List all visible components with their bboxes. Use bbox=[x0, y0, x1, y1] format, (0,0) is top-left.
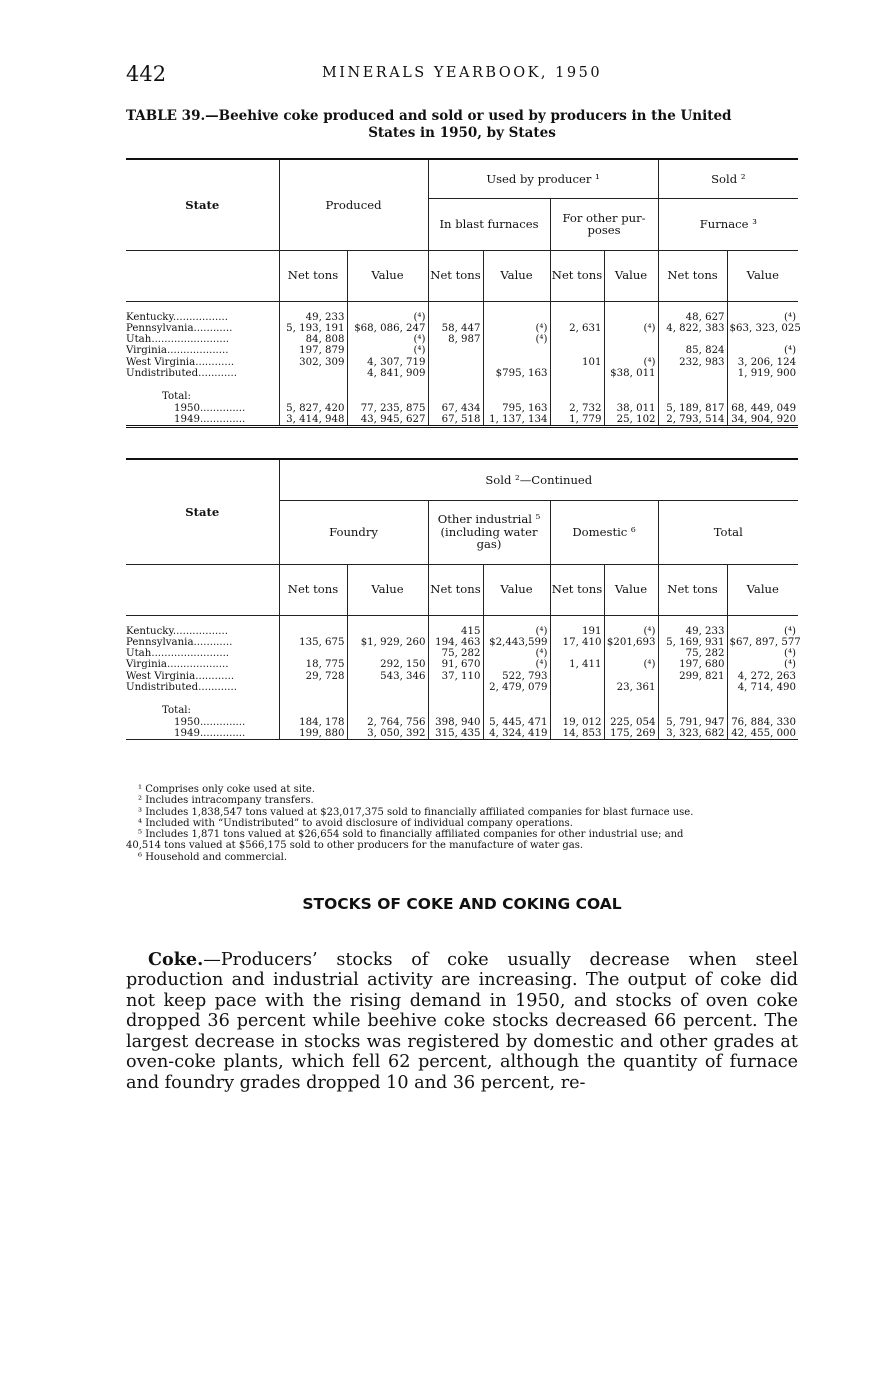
spacer-cell bbox=[604, 301, 658, 312]
state-name-cell bbox=[126, 648, 279, 659]
table-cell: 225, 054 bbox=[604, 717, 658, 728]
dot-leader: .............. bbox=[199, 402, 246, 414]
table-cell: 4, 841, 909 bbox=[347, 368, 428, 379]
table-cell: 5, 189, 817 bbox=[658, 403, 727, 414]
spacer-cell bbox=[428, 615, 483, 626]
table-cell: (⁴) bbox=[604, 357, 658, 368]
state-name: Undistributed bbox=[126, 681, 199, 693]
table-cell bbox=[604, 334, 658, 345]
dot-leader: .............. bbox=[199, 716, 246, 728]
table-cell: $68, 086, 247 bbox=[347, 323, 428, 334]
table-cell: 1, 779 bbox=[550, 414, 604, 427]
table-cell: 2, 479, 079 bbox=[483, 682, 550, 693]
table-cell bbox=[604, 693, 658, 716]
table-cell bbox=[550, 682, 604, 693]
column-header-total: Total bbox=[658, 500, 798, 564]
column-header-furnace: Furnace ³ bbox=[658, 198, 798, 250]
section-heading: STOCKS OF COKE AND COKING COAL bbox=[302, 895, 622, 913]
column-header-state: State bbox=[126, 459, 279, 564]
table-cell: 85, 824 bbox=[658, 345, 727, 356]
table-cell: 543, 346 bbox=[347, 671, 428, 682]
table-cell bbox=[279, 368, 347, 379]
column-header-value: Value bbox=[727, 250, 798, 301]
table-cell bbox=[347, 648, 428, 659]
column-header-value: Value bbox=[347, 250, 428, 301]
table-cell: 194, 463 bbox=[428, 637, 483, 648]
table-cell bbox=[483, 379, 550, 402]
table-cell: 18, 775 bbox=[279, 659, 347, 670]
table-cell: 5, 791, 947 bbox=[658, 717, 727, 728]
page-number: 442 bbox=[126, 62, 167, 86]
spacer-cell bbox=[347, 301, 428, 312]
table-cell bbox=[428, 345, 483, 356]
column-header-net-tons: Net tons bbox=[658, 564, 727, 615]
table-cell bbox=[658, 379, 727, 402]
column-header-value: Value bbox=[483, 250, 550, 301]
dot-leader: ............ bbox=[198, 367, 237, 379]
table-cell: 42, 455, 000 bbox=[727, 728, 798, 740]
table-cell: $38, 011 bbox=[604, 368, 658, 379]
footnote-5-continued: 40,514 tons valued at $566,175 sold to other producers for the manufacture of water gas. bbox=[126, 840, 584, 852]
table-part-2-body bbox=[126, 615, 801, 740]
column-header-sold-continued: Sold ²—Continued bbox=[279, 459, 798, 500]
table-cell: (⁴) bbox=[483, 626, 550, 637]
state-name-cell bbox=[126, 659, 279, 670]
table-cell: 25, 102 bbox=[604, 414, 658, 427]
state-name: Kentucky bbox=[126, 625, 173, 637]
spacer-cell bbox=[483, 615, 550, 626]
table-cell: 101 bbox=[550, 357, 604, 368]
table-title-line-1: TABLE 39.—Beehive coke produced and sold or used by producers in the United bbox=[126, 108, 732, 124]
total-label: Total: bbox=[162, 705, 191, 717]
table-cell: (⁴) bbox=[483, 648, 550, 659]
table-cell: 49, 233 bbox=[658, 626, 727, 637]
table-cell bbox=[604, 648, 658, 659]
dot-leader: ................... bbox=[166, 345, 229, 357]
spacer-cell bbox=[279, 301, 347, 312]
table-cell bbox=[550, 334, 604, 345]
table-part-2 bbox=[126, 458, 801, 740]
table-cell: (⁴) bbox=[483, 334, 550, 345]
column-header-net-tons: Net tons bbox=[658, 250, 727, 301]
table-cell: 5, 445, 471 bbox=[483, 717, 550, 728]
table-cell: (⁴) bbox=[727, 648, 798, 659]
table-cell: 199, 880 bbox=[279, 728, 347, 740]
table-cell: 232, 983 bbox=[658, 357, 727, 368]
dot-leader: .............. bbox=[199, 727, 246, 739]
table-cell bbox=[428, 357, 483, 368]
table-cell bbox=[279, 379, 347, 402]
total-label-row bbox=[126, 693, 798, 716]
table-cell: (⁴) bbox=[483, 659, 550, 670]
table-cell: 197, 879 bbox=[279, 345, 347, 356]
table-cell bbox=[727, 693, 798, 716]
table-cell bbox=[658, 334, 727, 345]
table-cell: 4, 324, 419 bbox=[483, 728, 550, 740]
total-label: Total: bbox=[162, 391, 191, 403]
table-cell bbox=[550, 345, 604, 356]
column-header-value: Value bbox=[483, 564, 550, 615]
column-header-net-tons: Net tons bbox=[279, 250, 347, 301]
table-cell: 84, 808 bbox=[279, 334, 347, 345]
table-cell: (⁴) bbox=[727, 312, 798, 323]
table-cell: $2,443,599 bbox=[483, 637, 550, 648]
column-header-domestic: Domestic ⁶ bbox=[550, 500, 658, 564]
spacer-cell bbox=[550, 615, 604, 626]
table-title bbox=[126, 108, 798, 142]
table-cell: 77, 235, 875 bbox=[347, 403, 428, 414]
table-cell: 38, 011 bbox=[604, 403, 658, 414]
table-cell: 14, 853 bbox=[550, 728, 604, 740]
table-cell bbox=[550, 379, 604, 402]
total-year-cell bbox=[126, 728, 279, 740]
table-row bbox=[126, 312, 798, 323]
spacer-cell bbox=[604, 615, 658, 626]
state-name-cell bbox=[126, 671, 279, 682]
state-name: Utah bbox=[126, 648, 152, 660]
table-cell: $795, 163 bbox=[483, 368, 550, 379]
state-name: West Virginia bbox=[126, 670, 196, 682]
table-cell: 17, 410 bbox=[550, 637, 604, 648]
column-header-value: Value bbox=[347, 564, 428, 615]
state-name-cell bbox=[126, 682, 279, 693]
table-cell bbox=[483, 357, 550, 368]
table-cell: 3, 323, 682 bbox=[658, 728, 727, 740]
table-cell: 135, 675 bbox=[279, 637, 347, 648]
table-cell: (⁴) bbox=[604, 626, 658, 637]
dot-leader: ................. bbox=[172, 625, 228, 637]
total-year: 1950 bbox=[174, 716, 200, 728]
table-cell bbox=[428, 693, 483, 716]
total-year: 1950 bbox=[174, 402, 200, 414]
dot-leader: ............ bbox=[195, 670, 235, 682]
table-cell: 43, 945, 627 bbox=[347, 414, 428, 427]
table-row bbox=[126, 648, 798, 659]
table-cell: 5, 193, 191 bbox=[279, 323, 347, 334]
table-cell: 67, 518 bbox=[428, 414, 483, 427]
state-name-cell bbox=[126, 626, 279, 637]
table-cell: 4, 822, 383 bbox=[658, 323, 727, 334]
footnote-6: ⁶ Household and commercial. bbox=[138, 851, 288, 863]
state-name: Virginia bbox=[126, 659, 167, 671]
table-cell: 522, 793 bbox=[483, 671, 550, 682]
table-cell bbox=[279, 682, 347, 693]
spacer-cell bbox=[347, 615, 428, 626]
column-header-foundry: Foundry bbox=[279, 500, 428, 564]
dot-leader: ............ bbox=[198, 681, 237, 693]
state-name: West Virginia bbox=[126, 356, 196, 368]
footnote-1: ¹ Comprises only coke used at site. bbox=[138, 784, 316, 795]
table-cell bbox=[428, 379, 483, 402]
table-cell: (⁴) bbox=[604, 323, 658, 334]
total-row bbox=[126, 717, 798, 728]
table-cell bbox=[428, 368, 483, 379]
table-cell: 29, 728 bbox=[279, 671, 347, 682]
spacer-cell bbox=[727, 615, 798, 626]
dot-leader: ............ bbox=[195, 356, 235, 368]
table-cell: 5, 169, 931 bbox=[658, 637, 727, 648]
state-name: Pennsylvania bbox=[126, 636, 194, 648]
state-name-cell bbox=[126, 637, 279, 648]
table-cell bbox=[604, 345, 658, 356]
table-cell bbox=[483, 312, 550, 323]
table-cell: 1, 137, 134 bbox=[483, 414, 550, 427]
column-header-net-tons: Net tons bbox=[279, 564, 347, 615]
table-cell bbox=[727, 334, 798, 345]
table-cell: 299, 821 bbox=[658, 671, 727, 682]
spacer-cell bbox=[727, 301, 798, 312]
table-cell: (⁴) bbox=[347, 312, 428, 323]
state-name: Undistributed bbox=[126, 367, 199, 379]
column-header-net-tons: Net tons bbox=[428, 250, 483, 301]
table-cell bbox=[658, 368, 727, 379]
column-header-net-tons: Net tons bbox=[428, 564, 483, 615]
table-row bbox=[126, 357, 798, 368]
total-year-cell bbox=[126, 403, 279, 414]
column-header-value: Value bbox=[727, 564, 798, 615]
column-header-sold: Sold ² bbox=[658, 159, 798, 198]
total-row bbox=[126, 728, 798, 740]
dot-leader: ........................ bbox=[151, 648, 230, 660]
table-cell: 795, 163 bbox=[483, 403, 550, 414]
dot-leader: ................... bbox=[166, 659, 229, 671]
table-cell: $201,693 bbox=[604, 637, 658, 648]
table-cell: 91, 670 bbox=[428, 659, 483, 670]
table-cell bbox=[483, 345, 550, 356]
total-year-cell bbox=[126, 717, 279, 728]
column-header-other-industrial: Other industrial ⁵ (including water gas) bbox=[428, 500, 550, 564]
table-cell: (⁴) bbox=[483, 323, 550, 334]
spacer-cell bbox=[126, 615, 279, 626]
table-cell: 19, 012 bbox=[550, 717, 604, 728]
table-row bbox=[126, 345, 798, 356]
table-cell bbox=[727, 379, 798, 402]
column-header-used-by-producer: Used by producer ¹ bbox=[428, 159, 658, 198]
table-row bbox=[126, 323, 798, 334]
state-name-cell bbox=[126, 312, 279, 323]
table-cell: (⁴) bbox=[347, 334, 428, 345]
table-cell: 4, 272, 263 bbox=[727, 671, 798, 682]
table-cell: (⁴) bbox=[727, 626, 798, 637]
state-name: Kentucky bbox=[126, 311, 173, 323]
state-name-cell bbox=[126, 357, 279, 368]
footnotes bbox=[126, 784, 806, 863]
state-name-cell bbox=[126, 368, 279, 379]
table-title-line-2: States in 1950, by States bbox=[368, 125, 556, 141]
total-year: 1949 bbox=[174, 413, 200, 425]
table-spacer-row bbox=[126, 615, 798, 626]
footnote-5: ⁵ Includes 1,871 tons valued at $26,654 sold to financially affiliated companies for other industrial use; and bbox=[138, 829, 684, 841]
table-cell: 415 bbox=[428, 626, 483, 637]
column-header-other-purposes: For other pur-poses bbox=[550, 198, 658, 250]
table-cell: 184, 178 bbox=[279, 717, 347, 728]
column-header-state: State bbox=[126, 159, 279, 250]
running-head bbox=[126, 62, 798, 86]
table-cell: $1, 929, 260 bbox=[347, 637, 428, 648]
spacer-cell bbox=[126, 301, 279, 312]
column-header-produced: Produced bbox=[279, 159, 428, 250]
table-cell: 49, 233 bbox=[279, 312, 347, 323]
body-paragraph bbox=[126, 950, 798, 1094]
footnote-2: ² Includes intracompany transfers. bbox=[138, 795, 314, 807]
table-cell bbox=[550, 693, 604, 716]
table-cell bbox=[604, 379, 658, 402]
table-cell: 23, 361 bbox=[604, 682, 658, 693]
footnote-3: ³ Includes 1,838,547 tons valued at $23,017,375 sold to financially affiliated companies for blast furnace use. bbox=[138, 806, 694, 818]
table-cell: 67, 434 bbox=[428, 403, 483, 414]
table-cell: 2, 764, 756 bbox=[347, 717, 428, 728]
table-cell: 2, 793, 514 bbox=[658, 414, 727, 427]
dot-leader: ........................ bbox=[151, 334, 230, 346]
spacer-cell bbox=[550, 301, 604, 312]
total-label-row bbox=[126, 379, 798, 402]
table-cell: 191 bbox=[550, 626, 604, 637]
spacer-cell bbox=[483, 301, 550, 312]
dot-leader: ............ bbox=[193, 636, 233, 648]
table-cell bbox=[279, 693, 347, 716]
table-cell: 2, 631 bbox=[550, 323, 604, 334]
table-row bbox=[126, 671, 798, 682]
table-cell bbox=[347, 379, 428, 402]
table-cell: $63, 323, 025 bbox=[727, 323, 798, 334]
table-cell: 8, 987 bbox=[428, 334, 483, 345]
table-cell: 58, 447 bbox=[428, 323, 483, 334]
spacer-cell bbox=[279, 615, 347, 626]
paragraph-text: —Producers’ stocks of coke usually decrease when steel production and industrial activity are increasing. The output of coke did not keep pace with the rising demand in 1950, and stocks of oven coke dropped 36 percent while beehive coke stocks decreased 66 percent. The largest decrease in stocks was registered by domestic and other grades at oven-coke plants, which fell 62 percent, although the quantity of furnace and foundry grades dropped 10 and 36 percent, re- bbox=[126, 949, 798, 1093]
table-row bbox=[126, 682, 798, 693]
table-cell bbox=[347, 682, 428, 693]
table-cell bbox=[279, 648, 347, 659]
table-row bbox=[126, 334, 798, 345]
table-cell: 1, 411 bbox=[550, 659, 604, 670]
table-row bbox=[126, 368, 798, 379]
total-row bbox=[126, 403, 798, 414]
dot-leader: .............. bbox=[199, 413, 246, 425]
table-cell bbox=[347, 626, 428, 637]
table-cell bbox=[658, 693, 727, 716]
table-part-1 bbox=[126, 158, 801, 428]
table-row bbox=[126, 626, 798, 637]
total-year: 1949 bbox=[174, 727, 200, 739]
table-cell: 3, 050, 392 bbox=[347, 728, 428, 740]
table-cell bbox=[550, 648, 604, 659]
column-header-net-tons: Net tons bbox=[550, 564, 604, 615]
table-cell: 4, 714, 490 bbox=[727, 682, 798, 693]
dot-leader: ............ bbox=[193, 322, 233, 334]
spacer-cell bbox=[658, 301, 727, 312]
table-cell bbox=[428, 312, 483, 323]
table-row bbox=[126, 659, 798, 670]
table-cell: $67, 897, 577 bbox=[727, 637, 798, 648]
table-cell bbox=[550, 312, 604, 323]
table-cell: 3, 414, 948 bbox=[279, 414, 347, 427]
table-cell: 315, 435 bbox=[428, 728, 483, 740]
table-cell: (⁴) bbox=[347, 345, 428, 356]
spacer-cell bbox=[658, 615, 727, 626]
table-cell bbox=[279, 626, 347, 637]
table-cell bbox=[550, 671, 604, 682]
state-name-cell bbox=[126, 334, 279, 345]
table-cell: 175, 269 bbox=[604, 728, 658, 740]
table-cell: 3, 206, 124 bbox=[727, 357, 798, 368]
run-in-heading: Coke. bbox=[148, 948, 204, 970]
table-cell: 37, 110 bbox=[428, 671, 483, 682]
table-cell: 1, 919, 900 bbox=[727, 368, 798, 379]
column-header-value: Value bbox=[604, 564, 658, 615]
state-name-cell bbox=[126, 345, 279, 356]
table-cell: 48, 627 bbox=[658, 312, 727, 323]
column-header-in-blast-furnaces: In blast furnaces bbox=[428, 198, 550, 250]
table-cell bbox=[604, 312, 658, 323]
column-header-value: Value bbox=[604, 250, 658, 301]
table-cell bbox=[347, 693, 428, 716]
table-cell: 34, 904, 920 bbox=[727, 414, 798, 427]
table-cell: 197, 680 bbox=[658, 659, 727, 670]
table-cell: 75, 282 bbox=[658, 648, 727, 659]
table-cell: 68, 449, 049 bbox=[727, 403, 798, 414]
footnote-4: ⁴ Included with “Undistributed” to avoid disclosure of individual company operations. bbox=[138, 817, 573, 829]
total-row bbox=[126, 414, 798, 427]
table-cell: 292, 150 bbox=[347, 659, 428, 670]
state-name: Pennsylvania bbox=[126, 322, 194, 334]
table-cell bbox=[658, 682, 727, 693]
table-cell: 4, 307, 719 bbox=[347, 357, 428, 368]
table-cell: 75, 282 bbox=[428, 648, 483, 659]
table-cell: 302, 309 bbox=[279, 357, 347, 368]
state-name: Virginia bbox=[126, 345, 167, 357]
spacer-cell bbox=[428, 301, 483, 312]
table-cell bbox=[428, 682, 483, 693]
table-cell: (⁴) bbox=[604, 659, 658, 670]
table-cell: 398, 940 bbox=[428, 717, 483, 728]
table-cell: (⁴) bbox=[727, 345, 798, 356]
table-cell: 5, 827, 420 bbox=[279, 403, 347, 414]
table-cell bbox=[483, 693, 550, 716]
table-cell bbox=[604, 671, 658, 682]
table-cell: (⁴) bbox=[727, 659, 798, 670]
dot-leader: ................. bbox=[172, 311, 228, 323]
table-spacer-row bbox=[126, 301, 798, 312]
state-name: Utah bbox=[126, 334, 152, 346]
running-title: MINERALS YEARBOOK, 1950 bbox=[321, 65, 603, 81]
column-header-net-tons: Net tons bbox=[550, 250, 604, 301]
table-cell bbox=[550, 368, 604, 379]
table-row bbox=[126, 637, 798, 648]
table-cell: 76, 884, 330 bbox=[727, 717, 798, 728]
state-name-cell bbox=[126, 323, 279, 334]
table-cell: 2, 732 bbox=[550, 403, 604, 414]
total-year-cell bbox=[126, 414, 279, 427]
table-part-1-body bbox=[126, 301, 801, 427]
